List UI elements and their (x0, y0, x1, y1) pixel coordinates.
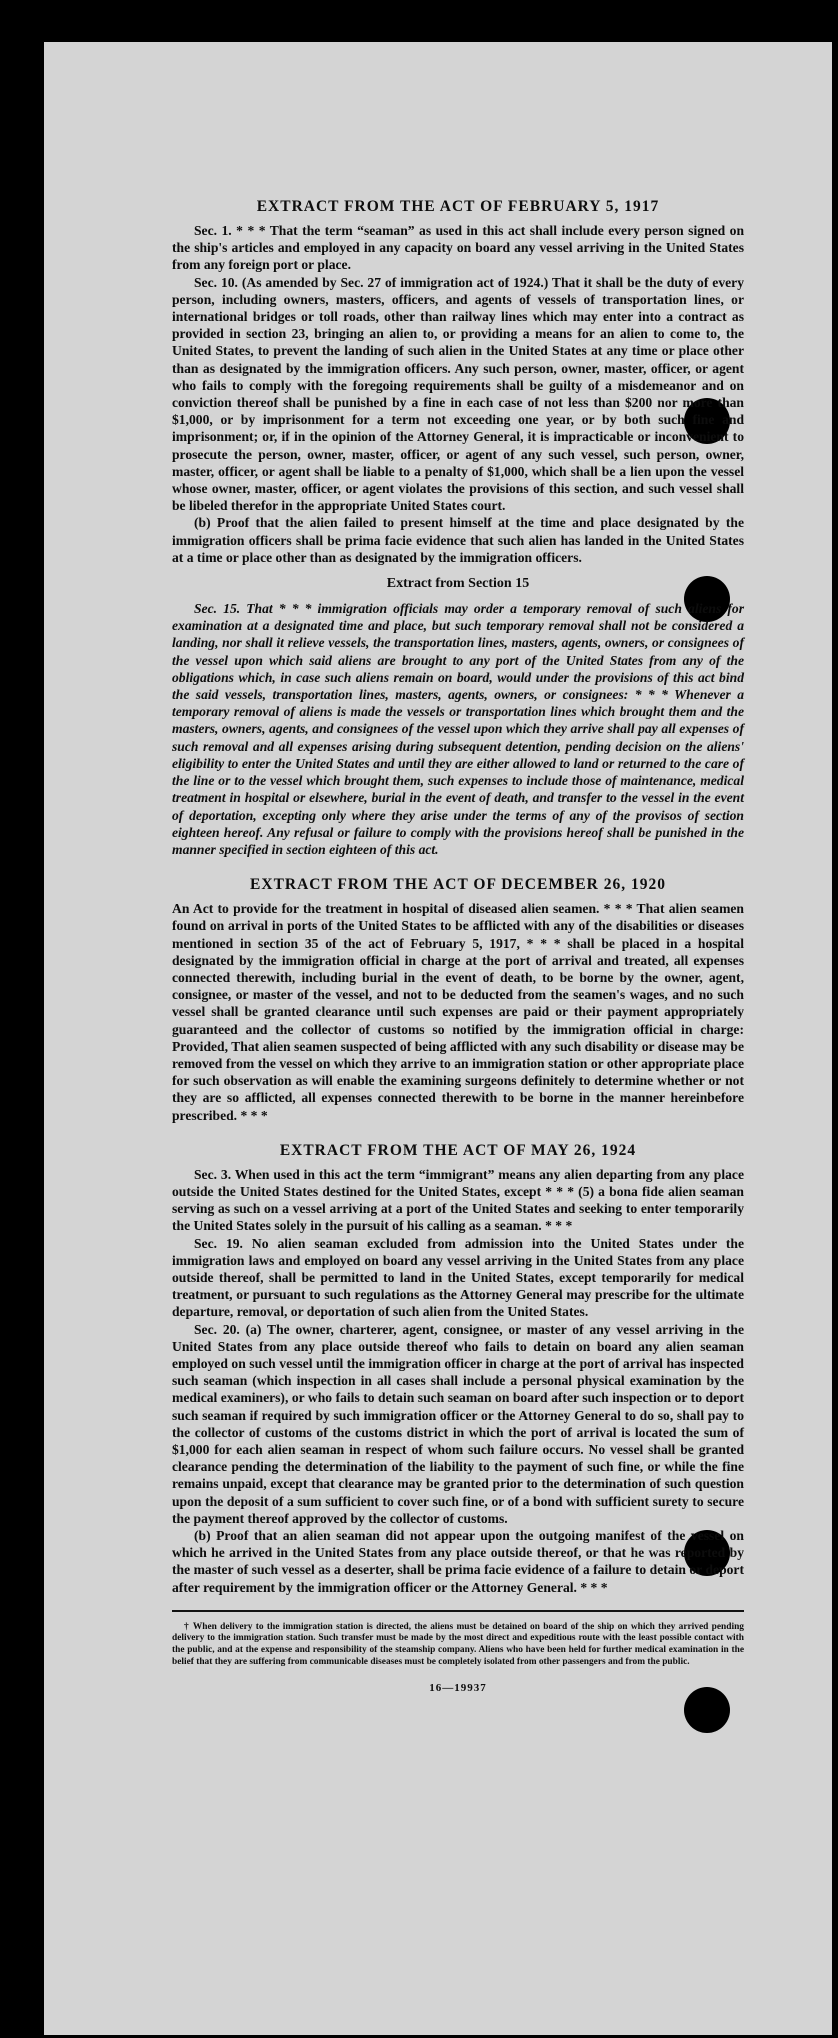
paragraph: Sec. 15. That * * * immigration officials may order a temporary removal of such aliens for examination at a designated time and place, but such temporary removal shall not be considered a landing, nor shall it relieve vessels, the transportation lines, masters, agents, owners, or consignees of the vessel upon which said aliens are brought to any port of the United States from any of the obligations which, in case such aliens remain on board, would under the provisions of this act bind the said vessels, transportation lines, masters, agents, owners, or consignees: * * * Whenever a temporary removal of aliens is made the vessels or transportation lines which brought them and the masters, owners, agents, and consignees of the vessel upon which they arrive shall pay all expenses of such removal and all expenses arising during subsequent detention, pending decision on the aliens' eligibility to enter the United States and until they are either allowed to land or returned to the care of the line or to the vessel which brought them, such expenses to include those of maintenance, medical treatment in hospital or elsewhere, burial in the event of death, and transfer to the vessel in the event of deportation, excepting only where they arise under the terms of any of the provisos of section eighteen hereof. Any refusal or failure to comply with the provisions hereof shall be punished in the manner specified in section eighteen of this act. (172, 601, 744, 857)
paragraph: Sec. 10. (As amended by Sec. 27 of immigration act of 1924.) That it shall be the duty of every person, including owners, masters, officers, and agents of vessels of transportation lines, or international bridges or toll roads, other than railway lines which may enter into a contract as provided in section 23, bringing an alien to, or providing a means for an alien to come to, the United States, to prevent the landing of such alien in the United States at any time or place other than as designated by the immigration officers. Any such person, owner, master, officer, or agent who fails to comply with the foregoing requirements shall be guilty of a misdemeanor and on conviction thereof shall be punished by a fine in each case of not less than $200 nor more than $1,000, or by imprisonment for a term not exceeding one year, or by both such fine and imprisonment; or, if in the opinion of the Attorney General, it is impracticable or inconvenient to prosecute the person, owner, master, officer, or agent of any such vessel, such person, owner, master, officer, or agent shall be liable to a penalty of $1,000, which shall be a lien upon the vessel whose owner, master, officer, or agent violates the provisions of this section, and such vessel shall be libeled therefor in the appropriate United States court. (172, 274, 744, 514)
document-page (44, 42, 832, 2035)
footnote: † When delivery to the immigration station is directed, the aliens must be detained on board of the ship on which they arrived pending delivery to the immigration station. Such transfer must be made by the most direct and expeditious route with the least possible contact with the public, and at the expense and responsibility of the steamship company. Aliens who have been held for further medical examination in the belief that they are suffering from communicable diseases must be completely isolated from other passengers and from the public. (172, 1621, 744, 1667)
paragraph: (b) Proof that the alien failed to present himself at the time and place designated by the immigration officers shall be prima facie evidence that such alien has landed in the United States at a time or place other than as designated by the immigration officers. (172, 515, 744, 565)
paragraph: Sec. 1. * * * That the term “seaman” as used in this act shall include every person signed on the ship's articles and employed in any capacity on board any vessel arriving in the United States from any foreign port or place. (172, 223, 744, 273)
section-heading: EXTRACT FROM THE ACT OF MAY 26, 1924 (279, 1141, 637, 1159)
paragraph: Sec. 19. No alien seaman excluded from admission into the United States under the immigration laws and employed on board any vessel arriving in the United States from any place outside thereof, shall be permitted to land in the United States, except temporarily for medical treatment, or pursuant to such regulations as the Attorney General may prescribe for the ultimate departure, removal, or deportation of such alien from the United States. (172, 1235, 744, 1320)
divider (172, 1610, 744, 1612)
section-heading: EXTRACT FROM THE ACT OF DECEMBER 26, 1920 (250, 876, 666, 894)
paragraph: (b) Proof that an alien seaman did not appear upon the outgoing manifest of the vessel on which he arrived in the United States from any place outside thereof, or that he was reported by the master of such vessel as a deserter, shall be prima facie evidence of a failure to detain or deport after requirement by the immigration officer or the Attorney General. * * * (172, 1528, 744, 1595)
document-body (172, 198, 744, 1694)
paragraph: Sec. 3. When used in this act the term “immigrant” means any alien departing from any place outside the United States destined for the United States, except * * * (5) a bona fide alien seaman serving as such on a vessel arriving at a port of the United States and seeking to enter temporarily the United States solely in the pursuit of his calling as a seaman. * * * (172, 1166, 744, 1234)
paragraph: An Act to provide for the treatment in hospital of diseased alien seamen. * * * That alien seamen found on arrival in ports of the United States to be afflicted with any of the disabilities or diseases mentioned in section 35 of the act of February 5, 1917, * * * shall be placed in a hospital designated by the immigration official in charge at the port of arrival and treated, all expenses connected therewith, including burial in the event of death, to be borne by the owner, agent, consignee, or master of the vessel, and not to be deducted from the seamen's wages, and no such vessel shall be granted clearance until such expenses are paid or their payment appropriately guaranteed and the collector of customs so notified by the immigration official in charge: Provided, That alien seamen suspected of being afflicted with any such disability or disease may be removed from the vessel on which they arrive to an immigration station or other appropriate place for such observation as will enable the examining surgeons definitely to determine whether or not they are so afflicted, all expenses connected therewith to be borne in the manner hereinbefore prescribed. * * * (172, 901, 744, 1123)
paragraph: Sec. 20. (a) The owner, charterer, agent, consignee, or master of any vessel arriving in the United States from any place outside thereof who fails to detain on board any alien seaman employed on such vessel until the immigration officer in charge at the port of arrival has inspected such seaman (which inspection in all cases shall include a personal physical examination by the medical examiners), or who fails to detain such seaman on board after such inspection or to deport such seaman if required by such immigration officer or the Attorney General to do so, shall pay to the collector of customs of the customs district in which the port of arrival is located the sum of $1,000 for each alien seaman in respect of whom such failure occurs. No vessel shall be granted clearance pending the determination of the liability to the payment of such fine, or while the fine remains unpaid, except that clearance may be granted prior to the determination of such question upon the deposit of a sum sufficient to cover such fine, or of a bond with sufficient surety to secure the payment thereof approved by the collector of customs. (172, 1321, 744, 1526)
section-subheading: Extract from Section 15 (386, 576, 530, 592)
form-number: 16—19937 (429, 1682, 487, 1695)
section-heading: EXTRACT FROM THE ACT OF FEBRUARY 5, 1917 (256, 198, 660, 215)
